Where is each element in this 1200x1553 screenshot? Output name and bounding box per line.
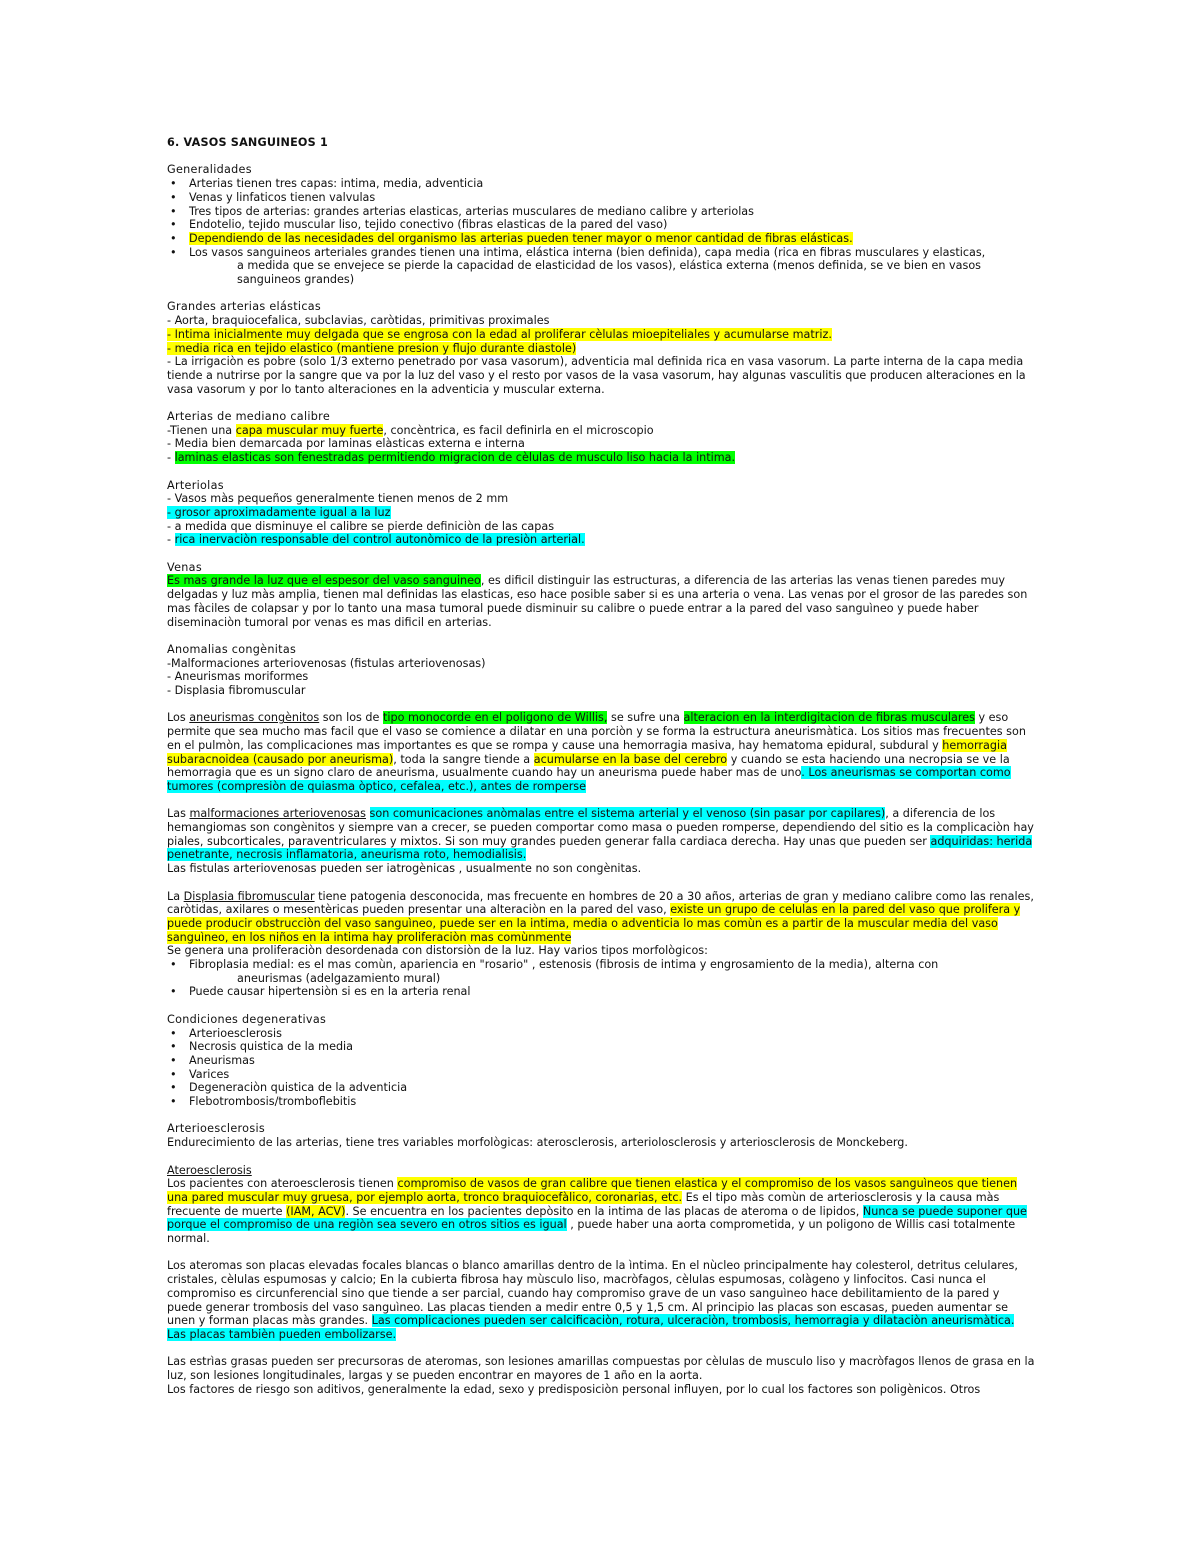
text-run: - Aorta, braquiocefalica, subclavias, caròtidas, primitivas proximales (167, 314, 550, 328)
blank-line (167, 629, 1035, 643)
section-heading: Arterias de mediano calibre (167, 410, 331, 424)
paragraph (167, 424, 1035, 438)
bullet-item (167, 177, 1035, 191)
document-page (167, 136, 1035, 1396)
text-run: - Aneurismas moriformes (167, 670, 309, 684)
text-run: Se genera una proliferaciòn desordenada con distorsiòn de la luz. Hay varios tipos morfològicos: (167, 944, 708, 958)
text-run: Varices (189, 1067, 230, 1081)
text-run: Puede causar hipertensiòn si es en la arteria renal (189, 985, 471, 999)
bullet-item (167, 958, 1035, 985)
text-run: Los ateromas son placas elevadas focales blancas o blanco amarillas dentro de la ìntima. En el nùcleo principalmente hay colesterol, detritus celulares, cristales, cèlulas espumosas y calcio; En la cubierta fibrosa hay mùsculo liso, macròfagos, cèlulas espumosas, colàgeno y linfocitos. Casi nunca el compromiso es circunferencial sino que tiende a ser parcial, cuando hay compromiso grave de un vaso sanguìneo hace debilitamiento de la pared y puede generar trombosis del vaso sanguìneo. Las placas tienden a medir entre 0,5 y 1,5 cm. Al principio las placas son escasas, pueden aumentar se unen y forman placas màs grandes. (167, 1259, 1018, 1328)
highlighted-text: adquiridas: herida penetrante, necrosis inflamatoria, aneurisma roto, hemodialisis. (167, 834, 1033, 862)
section-heading: Grandes arterias elásticas (167, 300, 322, 314)
bullet-item (167, 246, 1035, 287)
text-run: - Media bien demarcada por laminas elàsticas externa e interna (167, 437, 525, 451)
text-run: , a diferencia de los hemangiomas son congènitos y siempre van a crecer, se pueden comportar como masa o pueden romperse, dependiendo del sitio es la complicaciòn hay piales, subcorticales, paraventriculares y mixtos. Si son muy grandes pueden generar falla cardiaca derecha. Hay unas que pueden ser (167, 807, 1034, 848)
blank-line (167, 698, 1035, 712)
paragraph (167, 684, 1035, 698)
text-run: -Malformaciones arteriovenosas (fistulas arteriovenosas) (167, 656, 486, 670)
blank-line (167, 150, 1035, 164)
highlighted-text: hemorragia subaracnoidea (causado por aneurisma) (167, 738, 1007, 766)
bullet-item (167, 985, 1035, 999)
paragraph (167, 862, 1035, 876)
bullet-item (167, 1040, 1035, 1054)
text-run: se sufre una (607, 711, 684, 725)
paragraph (167, 1259, 1035, 1341)
paragraph (167, 492, 1035, 506)
text-run: Los factores de riesgo son aditivos, generalmente la edad, sexo y predisposiciòn personal influyen, por lo cual los factores son poligènicos. Otros (167, 1382, 981, 1396)
paragraph (167, 328, 1035, 342)
section-heading: Condiciones degenerativas (167, 1012, 327, 1026)
underlined-term: aneurismas congènitos (189, 711, 320, 725)
section-heading: Venas (167, 560, 202, 574)
bullet-item (167, 1068, 1035, 1082)
text-run: Los pacientes con ateroesclerosis tienen (167, 1177, 398, 1191)
text-run: - La irrigaciòn es pobre (solo 1/3 externo penetrado por vasa vasorum), adventicia mal definida rica en vasa vasorum. La parte interna de la capa media tiende a nutrirse por la sangre que va por la luz del vaso y el resto por vasos de la vasa vasorum, hay algunas vasculitis que producen alteraciones en la vasa vasorum y por lo tanto alteraciones en la adventicia y muscular externa. (167, 355, 1026, 396)
blank-line (167, 465, 1035, 479)
highlighted-text: Dependiendo de las necesidades del organismo las arterias pueden tener mayor o menor cantidad de fibras elásticas. (189, 231, 853, 245)
highlighted-text: Nunca se puede suponer que porque el compromiso de una regiòn sea severo en otros sitios es igual (167, 1204, 1027, 1232)
text-run: tiene patogenia desconocida, mas frecuente en hombres de 20 a 30 años, arterias de gran y mediano calibre como las renales, caròtidas, axilares o mesentèricas pueden presentar una alteraciòn en la pared del vaso, (167, 889, 1034, 917)
text-run: -Tienen una (167, 423, 236, 437)
paragraph (167, 944, 1035, 958)
text-run: Degeneraciòn quistica de la adventicia (189, 1081, 408, 1095)
text-run: Fibroplasia medial: es el mas comùn, apariencia en "rosario" , estenosis (fibrosis de intima y engrosamiento de la media), alterna con (189, 958, 939, 972)
paragraph (167, 1136, 1035, 1150)
bullet-item (167, 1081, 1035, 1095)
highlighted-text: tipo monocorde en el poligono de Willis, (382, 711, 608, 725)
underlined-term: Displasia fibromuscular (183, 889, 315, 903)
text-run: y cuando se esta haciendo una necropsia se ve la hemorragia que es un signo claro de aneurisma, usualmente cuando hay un aneurisma puede haber mas de uno (167, 752, 1010, 780)
highlighted-text: existe un grupo de celulas en la pared del vaso que prolifera y puede producir obstrucciòn del vaso sanguìneo, puede ser en la intima, media o adventicia lo mas comùn es a partir de la muscular media del vaso sanguìneo, en los niños en la intima hay proliferaciòn mas comùnmente (167, 903, 1021, 944)
text-run (366, 807, 370, 820)
text-run: Arterioesclerosis (189, 1026, 282, 1040)
text-run: Las estrìas grasas pueden ser precursoras de ateromas, son lesiones amarillas compuestas por cèlulas de musculo liso y macròfagos llenos de grasa en la luz, son lesiones longitudinales, largas y se pueden encontrar en mayores de 1 año en la aorta. (167, 1355, 1035, 1383)
underlined-term: malformaciones arteriovenosas (189, 807, 366, 821)
bullet-continuation: aneurismas (adelgazamiento mural) (237, 971, 441, 985)
text-run: Endotelio, tejido muscular liso, tejido conectivo (fibras elasticas de la pared del vaso) (189, 218, 668, 232)
text-run: , puede haber una aorta comprometida, y un poligono de Willis casi totalmente normal. (167, 1218, 1016, 1246)
text-run: Los vasos sanguineos arteriales grandes tienen una intima, elástica interna (bien definida), capa media (rica en fibras musculares y elasticas, (189, 245, 986, 259)
highlighted-text: Es mas grande la luz que el espesor del vaso sanguineo (167, 574, 481, 588)
text-run: . Se encuentra en los pacientes depòsito en la intima de las placas de ateroma o de lipidos, (345, 1204, 863, 1218)
paragraph (167, 355, 1035, 396)
bullet-item (167, 191, 1035, 205)
blank-line (167, 547, 1035, 561)
bullet-item (167, 1054, 1035, 1068)
blank-line (167, 1246, 1035, 1260)
text-run: Las fistulas arteriovenosas pueden ser iatrogènicas , usualmente no son congènitas. (167, 862, 642, 876)
text-run: Es el tipo màs comùn de arteriosclerosis y la causa màs frecuente de muerte (167, 1190, 1000, 1218)
section-heading: Anomalias congènitas (167, 642, 297, 656)
section-heading: Generalidades (167, 163, 252, 177)
highlighted-text: rica inervaciòn responsable del control autonòmico de la presiòn arterial. (174, 533, 585, 547)
text-run: - (167, 451, 175, 465)
highlighted-text: - media rica en tejido elastico (mantiene presion y flujo durante diastole) (167, 341, 577, 355)
bullet-item (167, 1095, 1035, 1109)
text-run: La (167, 889, 184, 903)
blank-line (167, 1342, 1035, 1356)
highlighted-text: compromiso de vasos de gran calibre que tienen elastica y el compromiso de los vasos sanguìneos que tienen una pared muscular muy gruesa, por ejemplo aorta, tronco braquiocefàlico, coronarias, etc. (167, 1177, 1018, 1204)
text-run: - a medida que disminuye el calibre se pierde definiciòn de las capas (167, 519, 555, 533)
text-run: , toda la sangre tiende a (393, 752, 534, 766)
section-heading: Arteriolas (167, 478, 224, 492)
blank-line (167, 287, 1035, 301)
paragraph (167, 520, 1035, 534)
paragraph (167, 890, 1035, 945)
blank-line (167, 1150, 1035, 1164)
paragraph (167, 314, 1035, 328)
paragraph (167, 342, 1035, 356)
paragraph (167, 574, 1035, 629)
text-run: y eso permite que sea mucho mas facil que el vaso se comience a dilatar en una porciòn y se forma la estructura aneurismàtica. Los sitios mas frecuentes son en el pulmòn, las complicaciones mas importantes es que se rompa y cause una hemorragia masiva, hay hematoma epidural, subdural y (167, 711, 1026, 752)
section-heading: Arterioesclerosis (167, 1122, 265, 1136)
text-run: Venas y linfaticos tienen valvulas (189, 190, 376, 204)
highlighted-text: laminas elasticas son fenestradas permitiendo migracion de cèlulas de musculo liso hacia la intima. (174, 451, 736, 465)
paragraph (167, 1383, 1035, 1397)
paragraph (167, 1177, 1035, 1246)
blank-line (167, 794, 1035, 808)
paragraph (167, 657, 1035, 671)
paragraph (167, 807, 1035, 862)
paragraph (167, 711, 1035, 793)
highlighted-text: . Los aneurismas se comportan como tumores (compresiòn de quiasma òptico, cefalea, etc.), antes de romperse (167, 766, 1011, 793)
blank-line (167, 999, 1035, 1013)
text-run: - (167, 533, 175, 547)
text-run: Los (167, 711, 190, 725)
underlined-term: Ateroesclerosis (167, 1163, 252, 1177)
text-run: - Displasia fibromuscular (167, 684, 306, 698)
highlighted-text: Las complicaciones pueden ser calcificaciòn, rotura, ulceraciòn, trombosis, hemorragia y dilataciòn aneurismàtica. Las placas tambièn pueden embolizarse. (167, 1314, 1015, 1341)
paragraph (167, 670, 1035, 684)
bullet-item (167, 218, 1035, 232)
blank-line (167, 396, 1035, 410)
paragraph (167, 1355, 1035, 1382)
blank-line (167, 1109, 1035, 1123)
document-title: 6. VASOS SANGUINEOS 1 (167, 136, 328, 149)
bullet-continuation: a medida que se envejece se pierde la capacidad de elasticidad de los vasos), elástica externa (menos definida, se ve bien en vasos sanguineos grandes) (237, 259, 982, 287)
text-run: son los de (319, 711, 383, 725)
highlighted-text: son comunicaciones anòmalas entre el sistema arterial y el venoso (sin pasar por capilares) (369, 807, 886, 821)
paragraph (167, 437, 1035, 451)
paragraph (167, 533, 1035, 547)
text-run: Endurecimiento de las arterias, tiene tres variables morfològicas: aterosclerosis, arteriolosclerosis y arteriosclerosis de Monckeberg. (167, 1136, 908, 1150)
text-run: , concèntrica, es facil definirla en el microscopio (383, 423, 654, 437)
text-run: Flebotrombosis/tromboflebitis (189, 1095, 357, 1109)
text-run: Necrosis quistica de la media (189, 1040, 354, 1054)
text-run: Las (167, 807, 190, 821)
text-run: , es dificil distinguir las estructuras, a diferencia de las arterias las venas tienen paredes muy delgadas y luz màs amplia, tienen mal definidas las elasticas, eso hace posible saber si es una arteria o vena. Las venas por el grosor de las paredes son mas fàciles de colapsar y por lo tanto una masa tumoral puede disminuir su calibre o puede entrar a la pared del vaso sanguìneo y puede haber diseminaciòn tumoral por venas es mas dificil en arterias. (167, 574, 1028, 629)
paragraph (167, 1164, 1035, 1178)
text-run: - Vasos màs pequeños generalmente tienen menos de 2 mm (167, 492, 509, 506)
highlighted-text: - grosor aproximadamente igual a la luz (167, 505, 391, 519)
bullet-item (167, 232, 1035, 246)
bullet-item (167, 1027, 1035, 1041)
highlighted-text: acumularse en la base del cerebro (533, 752, 728, 766)
paragraph (167, 451, 1035, 465)
text-run: Arterias tienen tres capas: intima, media, adventicia (189, 177, 484, 191)
paragraph (167, 506, 1035, 520)
bullet-item (167, 205, 1035, 219)
highlighted-text: (IAM, ACV) (286, 1204, 346, 1218)
text-run: Aneurismas (189, 1053, 255, 1067)
blank-line (167, 876, 1035, 890)
text-run: Tres tipos de arterias: grandes arterias elasticas, arterias musculares de mediano calibre y arteriolas (189, 204, 754, 218)
highlighted-text: alteracion en la interdigitacion de fibras musculares (683, 711, 975, 725)
highlighted-text: - Intima inicialmente muy delgada que se engrosa con la edad al proliferar cèlulas mioepiteliales y acumularse matriz. (167, 327, 832, 341)
highlighted-text: capa muscular muy fuerte (235, 423, 384, 437)
